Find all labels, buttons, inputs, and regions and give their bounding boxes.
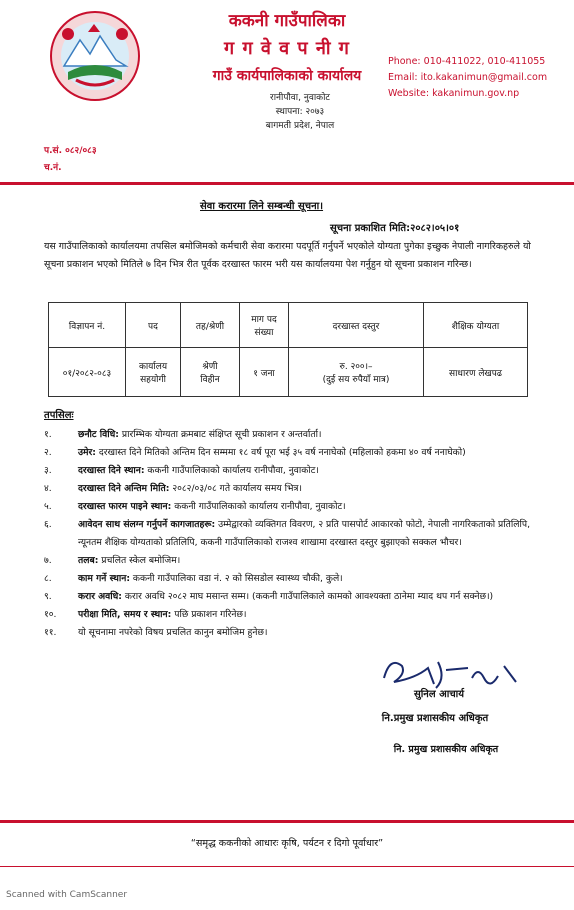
office-name-stylized: ग ग वे व प नी ग — [224, 38, 350, 59]
list-item-label: उमेर: — [78, 447, 96, 458]
address-line-1: रानीपौवा, नुवाकोट — [270, 93, 330, 103]
list-item-text: प्रचलित स्केल बमोजिम। — [98, 555, 181, 566]
level-line-2: विहीन — [200, 375, 220, 385]
list-item-number: ३. — [44, 465, 52, 476]
list-item-text: उम्मेद्वारको व्यक्तिगत विवरण, २ प्रति पासपोर्ट आकारको फोटो, नेपाली नागरिकताको प्रतिलिपि, न्यूनतम शैक्षिक योग्यताको प्रतिलिपि, ककनी गाउँपालिकाको राजश्व शाखामा दरखास्त दस्तुर बुझाएको सक्कल भौचर। — [78, 519, 531, 548]
list-item-number: १०. — [44, 609, 57, 620]
list-item-text: करार अवधि २०८२ माघ मसान्त सम्म। (ककनी गाउँपालिकाले कामको आवश्यक्ता ठानेमा म्याद थप गर्न सक्नेछ।) — [121, 591, 494, 602]
letter-ref-number: प.सं. ०८२/०८३ — [44, 146, 97, 156]
table-header-cell: विज्ञापन नं. — [49, 303, 126, 348]
list-item-label: परीक्षा मिति, समय र स्थान: — [78, 609, 172, 620]
post-line-1: कार्यालय — [138, 362, 168, 372]
list-item-number: ७. — [44, 555, 52, 566]
list-item-label: दरखास्त फारम पाइने स्थान: — [78, 501, 172, 512]
list-item-number: १. — [44, 429, 52, 440]
list-item-label: आवेदन साथ संलग्न गर्नुपर्ने कागजातहरू: — [78, 519, 216, 530]
contact-email: Email: ito.kakanimun@gmail.com — [388, 72, 548, 83]
table-cell-qualification: साधारण लेखपढ — [424, 348, 528, 397]
fee-line-1: रु. २००।– — [339, 362, 373, 372]
list-item — [44, 552, 534, 570]
table-cell-count: १ जना — [240, 348, 289, 397]
table-cell-level — [181, 348, 240, 397]
list-item-text: ककनी गाउँपालिकाको कार्यालय रानीपौवा, नुवाकोट। — [171, 501, 346, 512]
list-item-number: ५. — [44, 501, 52, 512]
notice-intro: यस गाउँपालिकाको कार्यालयमा तपसिल बमोजिमको कर्मचारी सेवा करारमा पदपूर्ति गर्नुपर्ने भएकोले योग्यता पुगेका इच्छुक नेपाली नागरिकहरुले यो सूचना प्रकाशन भएको मितिले ७ दिन भित्र रीत पूर्वक दरखास्त फारम भरी यस कार्यालयमा पेश गर्नुहुन यो सूचना प्रकाशन गरिन्छ। — [44, 241, 531, 270]
list-item-text: पछि प्रकाशन गरिनेछ। — [171, 609, 247, 620]
list-item-text: प्रारम्भिक योग्यता क्रमबाट संक्षिप्त सूची प्रकाशन र अन्तर्वार्ता। — [118, 429, 322, 440]
list-item-number: ८. — [44, 573, 52, 584]
scanner-watermark: Scanned with CamScanner — [6, 890, 128, 900]
table-header-cell: माग पद संख्या — [240, 303, 289, 348]
list-item-number: ९. — [44, 591, 52, 602]
table-cell-post — [126, 348, 181, 397]
fee-line-2: (दुई सय रुपैयाँ मात्र) — [322, 375, 390, 385]
signatory-title: नि.प्रमुख प्रशासकीय अधिकृत — [381, 713, 489, 724]
dispatch-number: च.नं. — [44, 163, 62, 173]
contact-phone: Phone: 010-411022, 010-411055 — [388, 56, 546, 67]
vacancy-table — [48, 302, 528, 397]
list-item — [44, 498, 534, 516]
list-item-text: ककनी गाउँपालिका वडा नं. २ को सिसडोल स्वास्थ्य चौकी, कुले। — [130, 573, 343, 584]
level-line-1: श्रेणी — [202, 362, 218, 372]
contact-website: Website: kakanimun.gov.np — [388, 88, 520, 99]
table-header-cell: तह/श्रेणी — [181, 303, 240, 348]
list-item — [44, 624, 534, 642]
list-item-number: ४. — [44, 483, 52, 494]
table-cell-fee — [289, 348, 424, 397]
list-item-label: छनौट विधि: — [78, 429, 119, 440]
list-item — [44, 462, 534, 480]
address-line-3: बागमती प्रदेश, नेपाल — [265, 121, 335, 131]
address-line-2: स्थापना: २०७३ — [275, 107, 325, 117]
footer-divider-thin — [0, 866, 574, 867]
list-item-text: दरखास्त दिने मितिको अन्तिम दिन सम्ममा १८ वर्ष पूरा भई ३५ वर्ष ननाघेको (महिलाको हकमा ४० वर्ष ननाघेको) — [95, 447, 466, 458]
table-header-row — [49, 303, 528, 348]
footer-slogan: “समृद्ध ककनीको आधारः कृषि, पर्यटन र दिगो पूर्वाधार” — [190, 838, 384, 849]
list-item — [44, 516, 534, 552]
header-divider — [0, 182, 574, 185]
footer-divider — [0, 820, 574, 823]
table-header-cell: दरखास्त दस्तुर — [289, 303, 424, 348]
list-item — [44, 444, 534, 462]
signatory-name: सुनिल आचार्य — [413, 689, 465, 700]
office-title: गाउँ कार्यपालिकाको कार्यालय — [212, 68, 362, 84]
list-item-text: २०८२/०३/०८ गते कार्यालय समय भित्र। — [169, 483, 302, 494]
list-item-label: दरखास्त दिने अन्तिम मिति: — [78, 483, 170, 494]
list-item — [44, 570, 534, 588]
table-header-cell: पद — [126, 303, 181, 348]
nepal-emblem-logo — [46, 10, 144, 102]
list-item-text: ककनी गाउँपालिकाको कार्यालय रानीपौवा, नुवाकोट। — [144, 465, 319, 476]
details-heading: तपसिलः — [44, 410, 74, 421]
list-item-text: यो सूचनामा नपरेको विषय प्रचलित कानुन बमोजिम हुनेछ। — [78, 627, 268, 638]
list-item — [44, 480, 534, 498]
post-line-2: सहयोगी — [140, 375, 166, 385]
list-item-label: दरखास्त दिने स्थान: — [78, 465, 145, 476]
table-cell-ad-no: ०१/२०८२-०८३ — [49, 348, 126, 397]
notice-published-date: सूचना प्रकाशित मिति:२०८२।०५।०१ — [330, 223, 460, 234]
office-name: ककनी गाउँपालिका — [228, 11, 346, 31]
list-item-number: ११. — [44, 627, 57, 638]
list-item-label: काम गर्ने स्थान: — [78, 573, 131, 584]
list-item-number: २. — [44, 447, 52, 458]
notice-subject: सेवा करारमा लिने सम्बन्धी सूचना। — [200, 201, 324, 212]
list-item — [44, 588, 534, 606]
list-item-label: तलब: — [78, 555, 99, 566]
official-stamp-text: नि. प्रमुख प्रशासकीय अधिकृत — [393, 744, 499, 755]
table-header-cell: शैक्षिक योग्यता — [424, 303, 528, 348]
list-item — [44, 606, 534, 624]
details-list — [44, 426, 534, 642]
list-item — [44, 426, 534, 444]
list-item-label: करार अवधि: — [78, 591, 122, 602]
table-row — [49, 348, 528, 397]
list-item-number: ६. — [44, 519, 52, 530]
